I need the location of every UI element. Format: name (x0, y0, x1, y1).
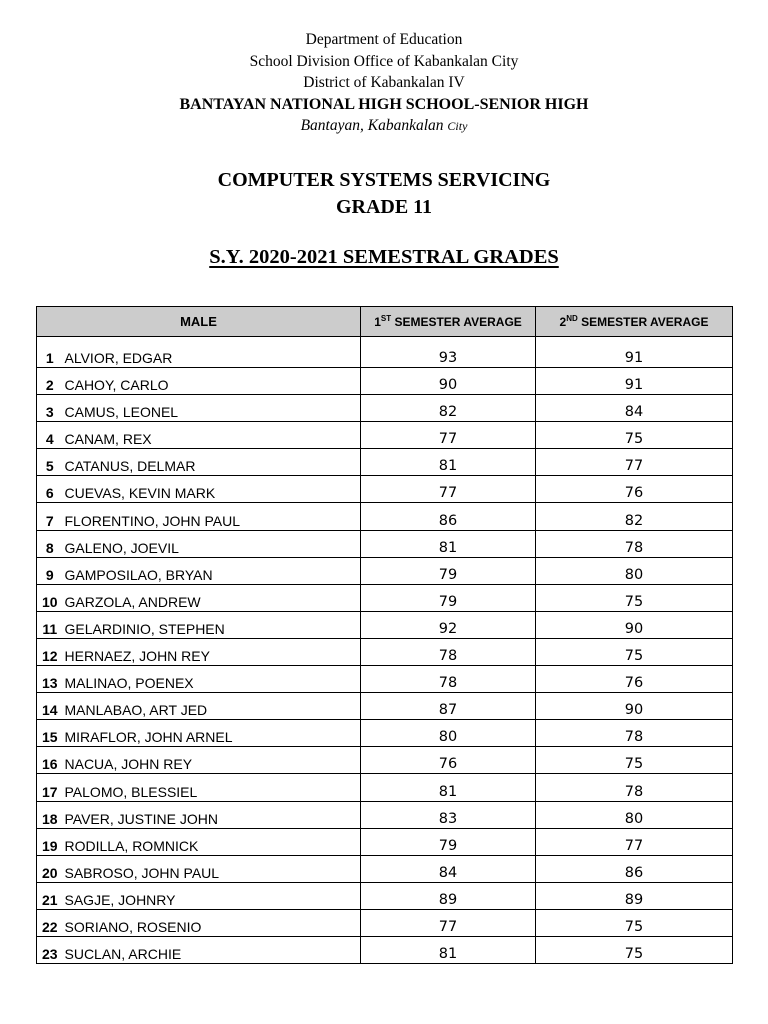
second-semester-average: 76 (536, 666, 733, 693)
student-name: MALINAO, POENEX (63, 666, 361, 693)
school-year-title: S.Y. 2020-2021 SEMESTRAL GRADES (209, 246, 559, 268)
course-title: COMPUTER SYSTEMS SERVICING (217, 169, 551, 191)
second-semester-average: 77 (536, 449, 733, 476)
address-city: City (447, 118, 468, 133)
row-number: 10 (37, 584, 63, 611)
student-name: RODILLA, ROMNICK (63, 828, 361, 855)
student-name: SORIANO, ROSENIO (63, 909, 361, 936)
first-semester-average: 77 (361, 422, 536, 449)
first-semester-average: 87 (361, 693, 536, 720)
column-header-first-semester (361, 307, 536, 337)
address-main: Bantayan, Kabankalan (300, 116, 444, 134)
student-name: GALENO, JOEVIL (63, 530, 361, 557)
row-number: 8 (37, 530, 63, 557)
second-semester-average: 75 (536, 747, 733, 774)
student-name: CUEVAS, KEVIN MARK (63, 476, 361, 503)
student-name: SUCLAN, ARCHIE (63, 936, 361, 963)
row-number: 15 (37, 720, 63, 747)
first-semester-average: 78 (361, 638, 536, 665)
second-semester-average: 78 (536, 774, 733, 801)
table-row (37, 855, 733, 882)
table-row (37, 530, 733, 557)
second-semester-average: 76 (536, 476, 733, 503)
second-semester-average: 75 (536, 422, 733, 449)
second-semester-average: 91 (536, 337, 733, 368)
student-name: GAMPOSILAO, BRYAN (63, 557, 361, 584)
grade-level-title: GRADE 11 (335, 196, 433, 218)
second-semester-number: 2 (559, 315, 567, 329)
first-semester-average: 77 (361, 476, 536, 503)
department-name: Department of Education (305, 31, 463, 48)
row-number: 18 (37, 801, 63, 828)
row-number: 20 (37, 855, 63, 882)
second-semester-average: 80 (536, 801, 733, 828)
student-name: GARZOLA, ANDREW (63, 584, 361, 611)
first-semester-average: 81 (361, 530, 536, 557)
row-number: 3 (37, 395, 63, 422)
row-number: 16 (37, 747, 63, 774)
grades-table-header (37, 307, 733, 337)
first-semester-average: 81 (361, 774, 536, 801)
second-semester-average: 77 (536, 828, 733, 855)
first-semester-average: 83 (361, 801, 536, 828)
row-number: 14 (37, 693, 63, 720)
first-semester-ordinal: ST (380, 314, 392, 323)
table-row (37, 882, 733, 909)
first-semester-label: SEMESTER AVERAGE (391, 315, 522, 329)
row-number: 9 (37, 557, 63, 584)
student-name: SAGJE, JOHNRY (63, 882, 361, 909)
table-row (37, 666, 733, 693)
second-semester-average: 75 (536, 909, 733, 936)
row-number: 2 (37, 368, 63, 395)
row-number: 7 (37, 503, 63, 530)
first-semester-average: 81 (361, 936, 536, 963)
second-semester-average: 78 (536, 720, 733, 747)
table-row (37, 638, 733, 665)
first-semester-average: 77 (361, 909, 536, 936)
student-name: ALVIOR, EDGAR (63, 337, 361, 368)
second-semester-average: 78 (536, 530, 733, 557)
student-name: CAHOY, CARLO (63, 368, 361, 395)
student-name: MIRAFLOR, JOHN ARNEL (63, 720, 361, 747)
first-semester-average: 82 (361, 395, 536, 422)
row-number: 23 (37, 936, 63, 963)
document-titles (0, 167, 768, 271)
student-name: SABROSO, JOHN PAUL (63, 855, 361, 882)
second-semester-average: 89 (536, 882, 733, 909)
student-name: PALOMO, BLESSIEL (63, 774, 361, 801)
first-semester-average: 81 (361, 449, 536, 476)
table-row (37, 936, 733, 963)
division-name: School Division Office of Kabankalan City (249, 52, 519, 70)
student-name: GELARDINIO, STEPHEN (63, 611, 361, 638)
table-row (37, 801, 733, 828)
table-row (37, 395, 733, 422)
column-header-male: MALE (37, 307, 361, 337)
row-number: 12 (37, 638, 63, 665)
student-name: HERNAEZ, JOHN REY (63, 638, 361, 665)
student-name: NACUA, JOHN REY (63, 747, 361, 774)
row-number: 19 (37, 828, 63, 855)
table-row (37, 720, 733, 747)
row-number: 6 (37, 476, 63, 503)
district-name: District of Kabankalan IV (303, 74, 465, 91)
first-semester-average: 84 (361, 855, 536, 882)
first-semester-average: 76 (361, 747, 536, 774)
table-row (37, 337, 733, 368)
grades-table (36, 306, 733, 964)
second-semester-average: 75 (536, 584, 733, 611)
row-number: 4 (37, 422, 63, 449)
school-name: BANTAYAN NATIONAL HIGH SCHOOL-SENIOR HIGH (179, 95, 589, 113)
row-number: 1 (37, 337, 63, 368)
first-semester-number: 1 (374, 315, 381, 329)
second-semester-average: 90 (536, 611, 733, 638)
table-row (37, 422, 733, 449)
first-semester-average: 89 (361, 882, 536, 909)
first-semester-average: 90 (361, 368, 536, 395)
table-row (37, 693, 733, 720)
table-row (37, 476, 733, 503)
grades-table-body (37, 337, 733, 964)
table-row (37, 611, 733, 638)
table-row (37, 747, 733, 774)
column-header-second-semester (536, 307, 733, 337)
second-semester-average: 75 (536, 936, 733, 963)
table-row (37, 828, 733, 855)
first-semester-average: 78 (361, 666, 536, 693)
table-row (37, 503, 733, 530)
table-row (37, 774, 733, 801)
first-semester-average: 86 (361, 503, 536, 530)
first-semester-average: 80 (361, 720, 536, 747)
row-number: 21 (37, 882, 63, 909)
student-name: CATANUS, DELMAR (63, 449, 361, 476)
table-row (37, 368, 733, 395)
first-semester-average: 79 (361, 557, 536, 584)
second-semester-average: 84 (536, 395, 733, 422)
row-number: 13 (37, 666, 63, 693)
second-semester-average: 90 (536, 693, 733, 720)
table-row (37, 557, 733, 584)
row-number: 22 (37, 909, 63, 936)
row-number: 5 (37, 449, 63, 476)
table-row (37, 584, 733, 611)
second-semester-average: 82 (536, 503, 733, 530)
table-row (37, 449, 733, 476)
school-address (0, 115, 768, 137)
second-semester-average: 75 (536, 638, 733, 665)
student-name: MANLABAO, ART JED (63, 693, 361, 720)
student-name: FLORENTINO, JOHN PAUL (63, 503, 361, 530)
student-name: CAMUS, LEONEL (63, 395, 361, 422)
second-semester-average: 91 (536, 368, 733, 395)
row-number: 11 (37, 611, 63, 638)
first-semester-average: 79 (361, 828, 536, 855)
second-semester-average: 86 (536, 855, 733, 882)
first-semester-average: 92 (361, 611, 536, 638)
header-row (37, 307, 733, 337)
second-semester-label: SEMESTER AVERAGE (577, 315, 709, 329)
student-name: PAVER, JUSTINE JOHN (63, 801, 361, 828)
row-number: 17 (37, 774, 63, 801)
second-semester-average: 80 (536, 557, 733, 584)
document-header (0, 29, 768, 137)
first-semester-average: 93 (361, 337, 536, 368)
first-semester-average: 79 (361, 584, 536, 611)
student-name: CANAM, REX (63, 422, 361, 449)
second-semester-ordinal: ND (566, 314, 578, 323)
table-row (37, 909, 733, 936)
